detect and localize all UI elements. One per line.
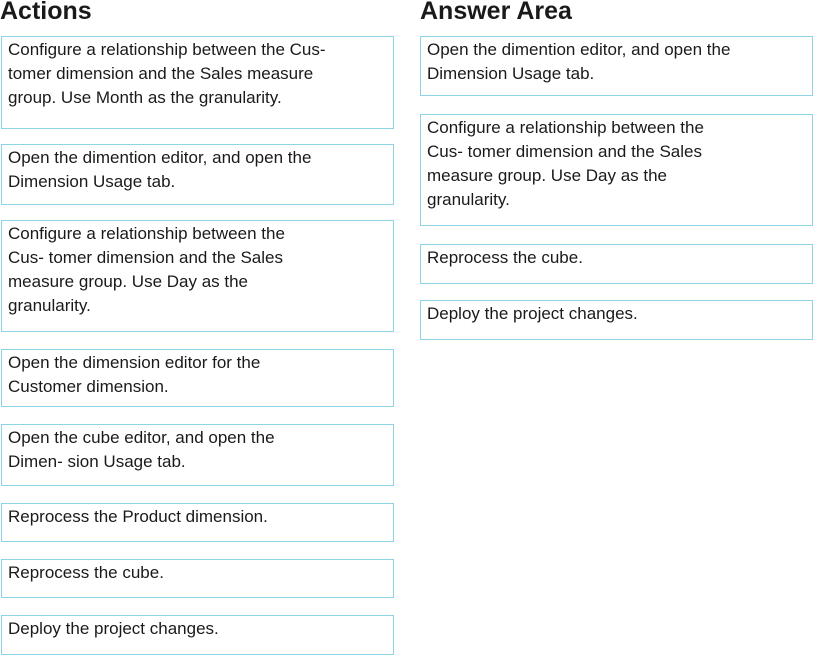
answer-item-relationship-day[interactable]: Configure a relationship between the Cus- tomer dimension and the Sales measure group. Use Day as the granularity.	[420, 114, 813, 226]
action-item-reprocess-cube[interactable]: Reprocess the cube.	[1, 559, 394, 598]
answer-item-deploy-changes[interactable]: Deploy the project changes.	[420, 300, 813, 340]
action-item-reprocess-product[interactable]: Reprocess the Product dimension.	[1, 503, 394, 542]
actions-heading: Actions	[0, 0, 92, 25]
action-item-deploy-changes[interactable]: Deploy the project changes.	[1, 615, 394, 655]
answer-item-open-dimension-usage[interactable]: Open the dimention editor, and open the Dimension Usage tab.	[420, 36, 813, 96]
action-item-open-cube-editor[interactable]: Open the cube editor, and open the Dimen- sion Usage tab.	[1, 424, 394, 486]
answer-area-heading: Answer Area	[420, 0, 572, 25]
answer-item-reprocess-cube[interactable]: Reprocess the cube.	[420, 244, 813, 284]
action-item-open-customer-dimension[interactable]: Open the dimension editor for the Customer dimension.	[1, 349, 394, 407]
action-item-open-dimension-usage[interactable]: Open the dimention editor, and open the Dimension Usage tab.	[1, 144, 394, 205]
action-item-relationship-day[interactable]: Configure a relationship between the Cus- tomer dimension and the Sales measure group. Use Day as the granularity.	[1, 220, 394, 332]
action-item-relationship-month[interactable]: Configure a relationship between the Cus- tomer dimension and the Sales measure group. Use Month as the granularity.	[1, 36, 394, 129]
